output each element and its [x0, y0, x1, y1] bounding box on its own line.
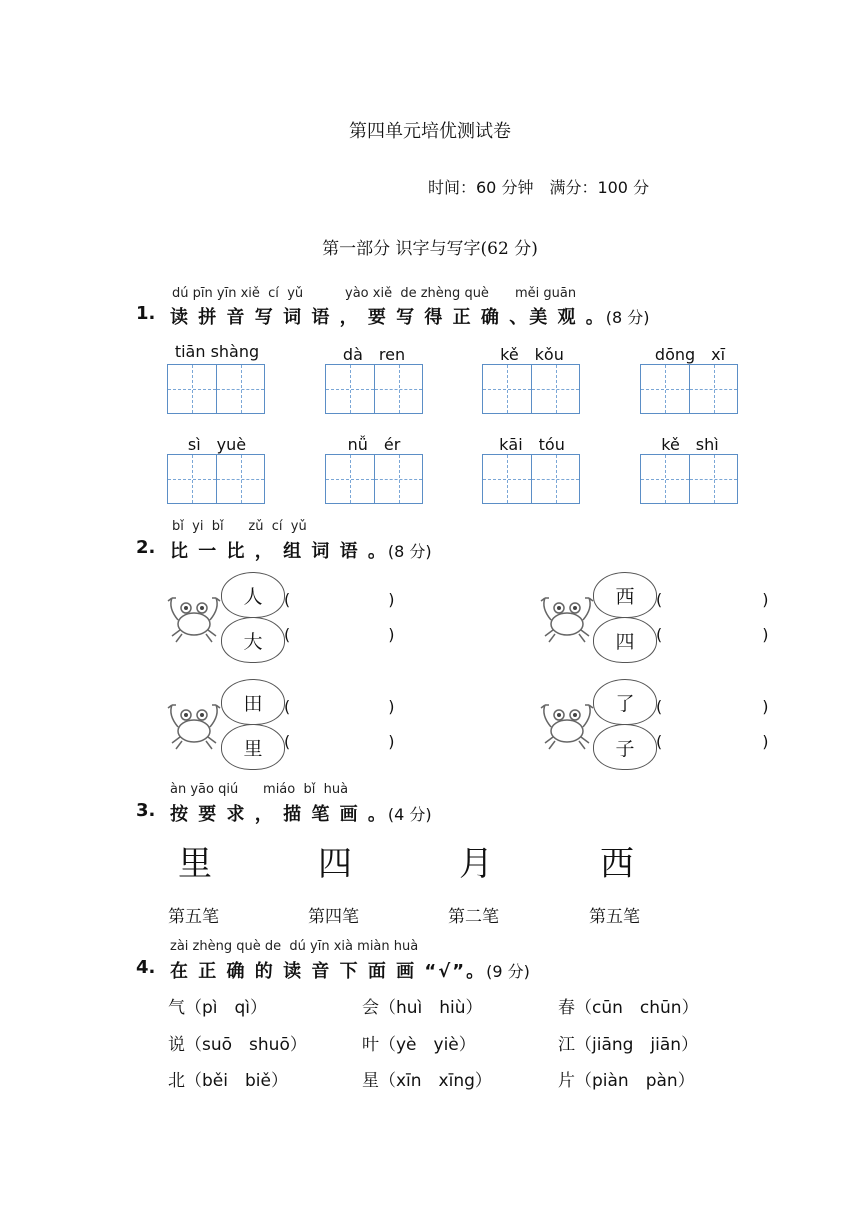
q1-item-label: kāi tóu	[499, 435, 565, 454]
writing-grid[interactable]	[640, 364, 738, 414]
pronunciation-choice[interactable]: 北（běi biě）	[168, 1071, 288, 1091]
pronunciation-choice[interactable]: 说（suō shuō）	[168, 1035, 307, 1055]
stone-char: 四	[593, 617, 657, 663]
exam-meta: 时间：60 分钟 满分：100 分	[428, 178, 650, 197]
crab-icon	[537, 590, 597, 646]
q2-instruction: 比 一 比 ， 组 词 语 。(8 分)	[170, 541, 432, 562]
stroke-label: 第五笔	[589, 907, 640, 927]
q1-item-label: dà ren	[342, 345, 406, 364]
pronunciation-choice[interactable]: 气（pì qì）	[168, 998, 268, 1018]
stroke-label: 第二笔	[448, 907, 499, 927]
q2-number: 2.	[136, 537, 156, 558]
q1-instruction: 读 拼 音 写 词 语 ， 要 写 得 正 确 、美 观 。(8 分)	[170, 307, 650, 328]
answer-blank[interactable]: ( )	[284, 625, 395, 644]
q1-item-label: sì yuè	[187, 435, 247, 454]
stroke-char: 四	[318, 844, 352, 884]
q1-pinyin-3: měi guān	[515, 286, 577, 301]
answer-blank[interactable]: ( )	[656, 590, 769, 609]
crab-icon	[537, 697, 597, 753]
pronunciation-choice[interactable]: 星（xīn xīng）	[362, 1071, 492, 1091]
crab-icon	[164, 590, 224, 646]
writing-grid[interactable]	[167, 454, 265, 504]
pronunciation-choice[interactable]: 叶（yè yiè）	[362, 1035, 476, 1055]
q3-pinyin: àn yāo qiú miáo bǐ huà	[170, 782, 349, 797]
answer-blank[interactable]: ( )	[284, 697, 395, 716]
stone-char: 西	[593, 572, 657, 618]
page-title: 第四单元培优测试卷	[349, 121, 511, 142]
crab-icon	[164, 697, 224, 753]
writing-grid[interactable]	[640, 454, 738, 504]
pronunciation-choice[interactable]: 春（cūn chūn）	[558, 998, 699, 1018]
stroke-label: 第四笔	[308, 907, 359, 927]
q1-item-label: kě kǒu	[500, 345, 564, 364]
q1-item-label: kě shì	[661, 435, 719, 454]
writing-grid[interactable]	[325, 364, 423, 414]
q2-pinyin: bǐ yi bǐ zǔ cí yǔ	[172, 519, 307, 534]
q1-pinyin: dú pīn yīn xiě cí yǔ	[172, 286, 304, 301]
stone-char: 了	[593, 679, 657, 725]
q4-number: 4.	[136, 957, 156, 978]
stroke-char: 西	[600, 844, 634, 884]
stone-char: 田	[221, 679, 285, 725]
q1-item-label: nǚ ér	[347, 435, 401, 454]
q4-instruction: 在 正 确 的 读 音 下 面 画 “√”。(9 分)	[170, 961, 530, 982]
writing-grid[interactable]	[325, 454, 423, 504]
pronunciation-choice[interactable]: 片（piàn pàn）	[558, 1071, 695, 1091]
stone-char: 里	[221, 724, 285, 770]
answer-blank[interactable]: ( )	[656, 732, 769, 751]
q1-pinyin-2: yào xiě de zhèng què	[345, 286, 489, 301]
writing-grid[interactable]	[167, 364, 265, 414]
answer-blank[interactable]: ( )	[284, 590, 395, 609]
writing-grid[interactable]	[482, 454, 580, 504]
q1-item-label: tiān shàng	[174, 342, 260, 361]
pronunciation-choice[interactable]: 会（huì hiù）	[362, 998, 483, 1018]
part-heading: 第一部分 识字与写字(62 分)	[322, 239, 538, 259]
answer-blank[interactable]: ( )	[656, 625, 769, 644]
stone-char: 子	[593, 724, 657, 770]
stone-char: 大	[221, 617, 285, 663]
writing-grid[interactable]	[482, 364, 580, 414]
q4-pinyin: zài zhèng què de dú yīn xià miàn huà	[170, 939, 419, 954]
answer-blank[interactable]: ( )	[656, 697, 769, 716]
stroke-label: 第五笔	[168, 907, 219, 927]
stone-char: 人	[221, 572, 285, 618]
stroke-char: 里	[178, 844, 212, 884]
answer-blank[interactable]: ( )	[284, 732, 395, 751]
q3-number: 3.	[136, 800, 156, 821]
q1-item-label: dōng xī	[654, 345, 726, 364]
q3-instruction: 按 要 求 ， 描 笔 画 。(4 分)	[170, 804, 432, 825]
stroke-char: 月	[459, 844, 493, 884]
pronunciation-choice[interactable]: 江（jiāng jiān）	[558, 1035, 699, 1055]
q1-number: 1.	[136, 303, 156, 324]
